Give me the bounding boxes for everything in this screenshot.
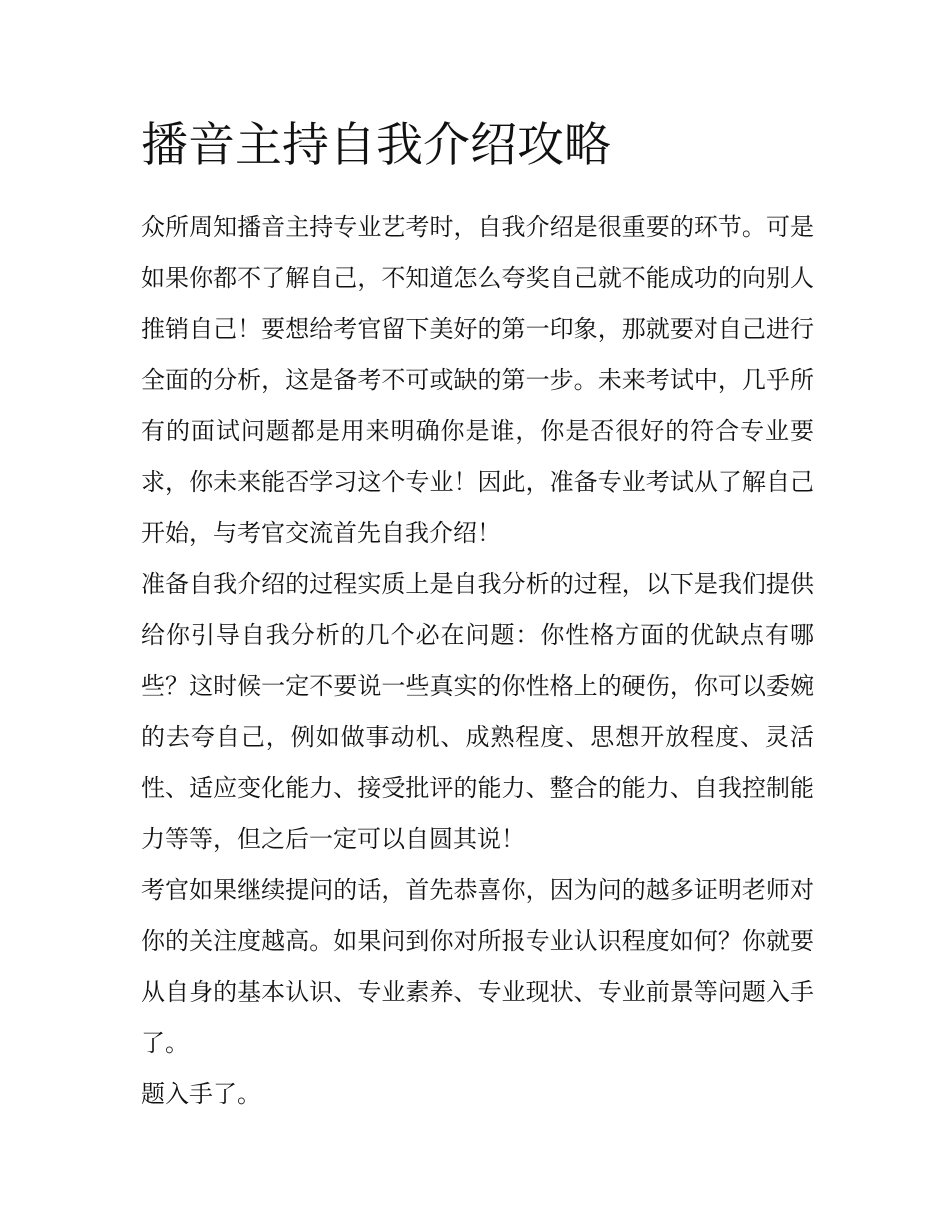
document-body (141, 202, 814, 1120)
paragraph-intro: 众所周知播音主持专业艺考时，自我介绍是很重要的环节。可是如果你都不了解自己，不知道怎么夸奖自己就不能成功的向别人推销自己！要想给考官留下美好的第一印象，那就要对自己进行全面的分析，这是备考不可或缺的第一步。未来考试中，几乎所有的面试问题都是用来明确你是谁，你是否很好的符合专业要求，你未来能否学习这个专业！因此，准备专业考试从了解自己开始，与考官交流首先自我介绍！ (141, 213, 814, 547)
paragraph-followup-questions: 考官如果继续提问的话，首先恭喜你，因为问的越多证明老师对你的关注度越高。如果问到你对所报专业认识程度如何？你就要从自身的基本认识、专业素养、专业现状、专业前景等问题入手了。 (141, 876, 814, 1057)
paragraph-trailing-fragment: 题入手了。 (141, 1080, 261, 1108)
document-title: 播音主持自我介绍攻略 (141, 118, 611, 173)
paragraph-self-analysis: 准备自我介绍的过程实质上是自我分析的过程，以下是我们提供给你引导自我分析的几个必在问题：你性格方面的优缺点有哪些？这时候一定不要说一些真实的你性格上的硬伤，你可以委婉的去夸自己，例如做事动机、成熟程度、思想开放程度、灵活性、适应变化能力、接受批评的能力、整合的能力、自我控制能力等等，但之后一定可以自圆其说！ (141, 570, 814, 853)
